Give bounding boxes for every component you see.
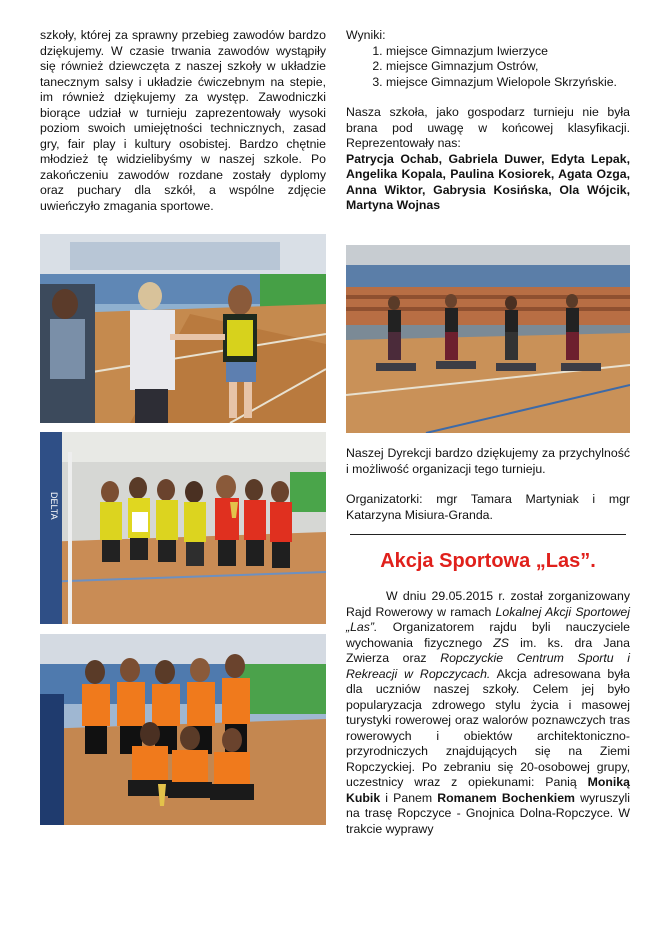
photo-award-handshake: [40, 234, 326, 423]
organizers-paragraph: Organizatorki: mgr Tamara Martyniak i mgr Katarzyna Misiura-Granda.: [346, 492, 630, 522]
right-column-lower: [346, 446, 630, 837]
thanks-paragraph: Naszej Dyrekcji bardzo dziękujemy za przychylność i możliwość organizacji tego turnieju.: [346, 446, 630, 476]
result-2: 2. miejsce Gimnazjum Ostrów,: [386, 59, 630, 75]
photo-team-trophies: [40, 432, 326, 624]
team-names: Patrycja Ochab, Gabriela Duwer, Edyta Lepak, Angelika Kopala, Paulina Kosiorek, Agata Ozga, Anna Wiktor, Gabrysia Kosińska, Ola Wójcik, Martyna Wojnas: [346, 151, 630, 212]
results-list: [346, 44, 630, 91]
banner-text: DELTA: [49, 492, 59, 520]
result-3: 3. miejsce Gimnazjum Wielopole Skrzyńskie.: [386, 75, 630, 91]
host-paragraph: Nasza szkoła, jako gospodarz turnieju nie była brana pod uwagę w końcowej klasyfikacji. Reprezentowały nas:: [346, 105, 630, 150]
photo-orange-team: [40, 634, 326, 825]
article-paragraph: W dniu 29.05.2015 r. został zorganizowany Rajd Rowerowy w ramach Lokalnej Akcji Sportowej „Las”. Organizatorem rajdu byli nauczyciele wychowania fizycznego ZS im. ks. dra Jana Zwierza oraz Ropczyckie Centrum Sportu i Rekreacji w Ropczycach. Akcja adresowana była dla uczniów naszej szkoły. Celem jej było popularyzacja zdrowego stylu życia i masowej turystyki rowerowej oraz walorów poznawczych tras rowerowych i obiektów architektoniczno-przyrodniczych znajdujących się na Ziemi Ropczyckiej. Po zebraniu się 20-osobowej grupy, uczestnicy wraz z opiekunami: Panią Moniką Kubik i Panem Romanem Bochenkiem wyruszyli na trasę Ropczyce - Gnojnica Dolna-Ropczyce. W trakcie wyprawy: [346, 589, 630, 836]
intro-paragraph: szkoły, której za sprawny przebieg zawodów bardzo dziękujemy. W czasie trwania zawodów wystąpiły się również dziewczęta z naszej szkoły w układzie tanecznym salsy i układzie ćwiczebnym na stepie, im również dziękujemy za występ. Zawodniczki biorące udział w turnieju zaprezentowały wysoki poziom swoich umiejętności technicznych, zasad gry, fair play i kultury osobistej. Bardzo chętnie młodzież tę widzielibyśmy w naszej szkole. Po zakończeniu zawodów rozdane zostały dyplomy oraz puchary dla szkół, a wspólne zdjęcie uwieńczyło zmagania sportowe.: [40, 28, 326, 213]
section-heading: Akcja Sportowa „Las”.: [380, 550, 596, 572]
left-column: [40, 28, 326, 214]
section-divider: [350, 534, 626, 535]
right-column: [346, 28, 630, 214]
results-label: Wyniki:: [346, 28, 386, 42]
result-1: 1. miejsce Gimnazjum Iwierzyce: [386, 44, 630, 60]
photo-step-dance: [346, 245, 630, 433]
